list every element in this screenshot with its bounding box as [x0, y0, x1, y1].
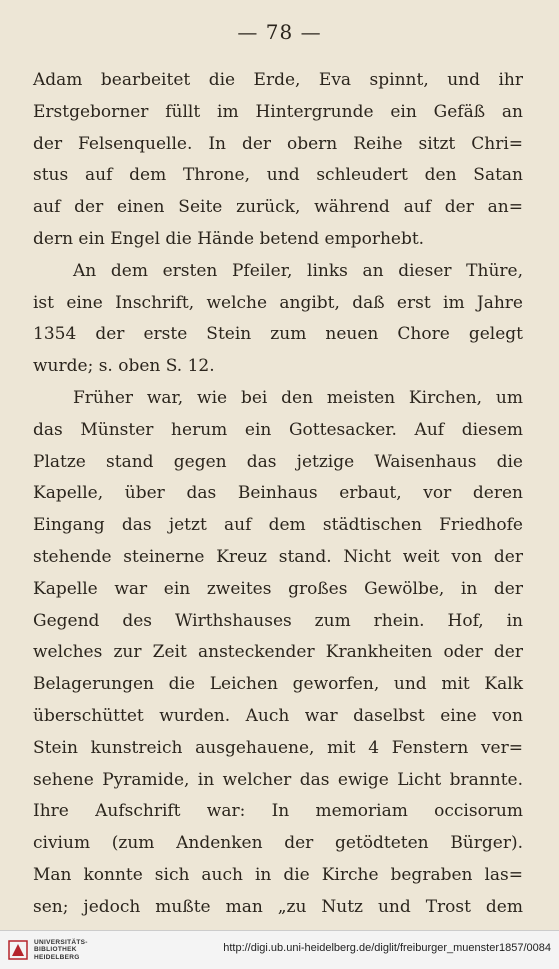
text-line: Man konnte sich auch in die Kirche begraben las= [33, 864, 523, 885]
library-logo[interactable] [8, 939, 88, 962]
text-line: 1354 der erste Stein zum neuen Chore gelegt [33, 324, 523, 345]
text-line: Gegend des Wirthshauses zum rhein. Hof, in [33, 610, 523, 631]
text-line: sen; jedoch mußte man „zu Nutz und Trost dem [33, 896, 523, 917]
library-logo-text: UNIVERSITÄTS- BIBLIOTHEK HEIDELBERG [34, 938, 88, 961]
text-line: wurde; s. oben S. 12. [33, 356, 215, 377]
text-line: stehende steinerne Kreuz stand. Nicht weit von der [33, 546, 523, 567]
library-logo-icon [8, 940, 28, 960]
text-line: Früher war, wie bei den meisten Kirchen, um [73, 387, 523, 408]
text-line: dern ein Engel die Hände betend emporhebt. [33, 228, 425, 249]
text-line: überschüttet wurden. Auch war daselbst eine von [33, 705, 523, 726]
text-line: ist eine Inschrift, welche angibt, daß erst im Jahre [33, 292, 523, 313]
text-line: Kapelle war ein zweites großes Gewölbe, in der [33, 578, 523, 599]
source-url[interactable]: http://digi.ub.uni-heidelberg.de/diglit/freiburger_muenster1857/0084 [223, 942, 551, 954]
text-line: Ihre Aufschrift war: In memoriam occisorum [33, 801, 523, 822]
text-line: stus auf dem Throne, und schleudert den Satan [33, 165, 523, 186]
text-line: das Münster herum ein Gottesacker. Auf diesem [33, 419, 523, 440]
text-line: Belagerungen die Leichen geworfen, und mit Kalk [33, 674, 523, 695]
page-body-text [33, 65, 523, 924]
text-line: Platze stand gegen das jetzige Waisenhaus die [33, 451, 523, 472]
text-line: Erstgeborner füllt im Hintergrunde ein Gefäß an [33, 101, 523, 122]
text-line: Stein kunstreich ausgehauene, mit 4 Fenstern ver= [33, 737, 523, 758]
text-line: Kapelle, über das Beinhaus erbaut, vor deren [33, 483, 523, 504]
text-line: auf der einen Seite zurück, während auf der an= [33, 197, 523, 218]
text-line: An dem ersten Pfeiler, links an dieser Thüre, [73, 260, 523, 281]
viewer-footer [0, 930, 559, 969]
text-line: civium (zum Andenken der getödteten Bürger). [33, 833, 523, 854]
text-line: Adam bearbeitet die Erde, Eva spinnt, und ihr [33, 70, 523, 90]
text-line: welches zur Zeit ansteckender Krankheiten oder der [33, 642, 523, 663]
page-number: — 78 — [237, 20, 322, 44]
text-line: sehene Pyramide, in welcher das ewige Licht brannte. [33, 769, 523, 790]
text-line: der Felsenquelle. In der obern Reihe sitzt Chri= [33, 133, 523, 154]
text-line: Eingang das jetzt auf dem städtischen Friedhofe [33, 515, 523, 536]
